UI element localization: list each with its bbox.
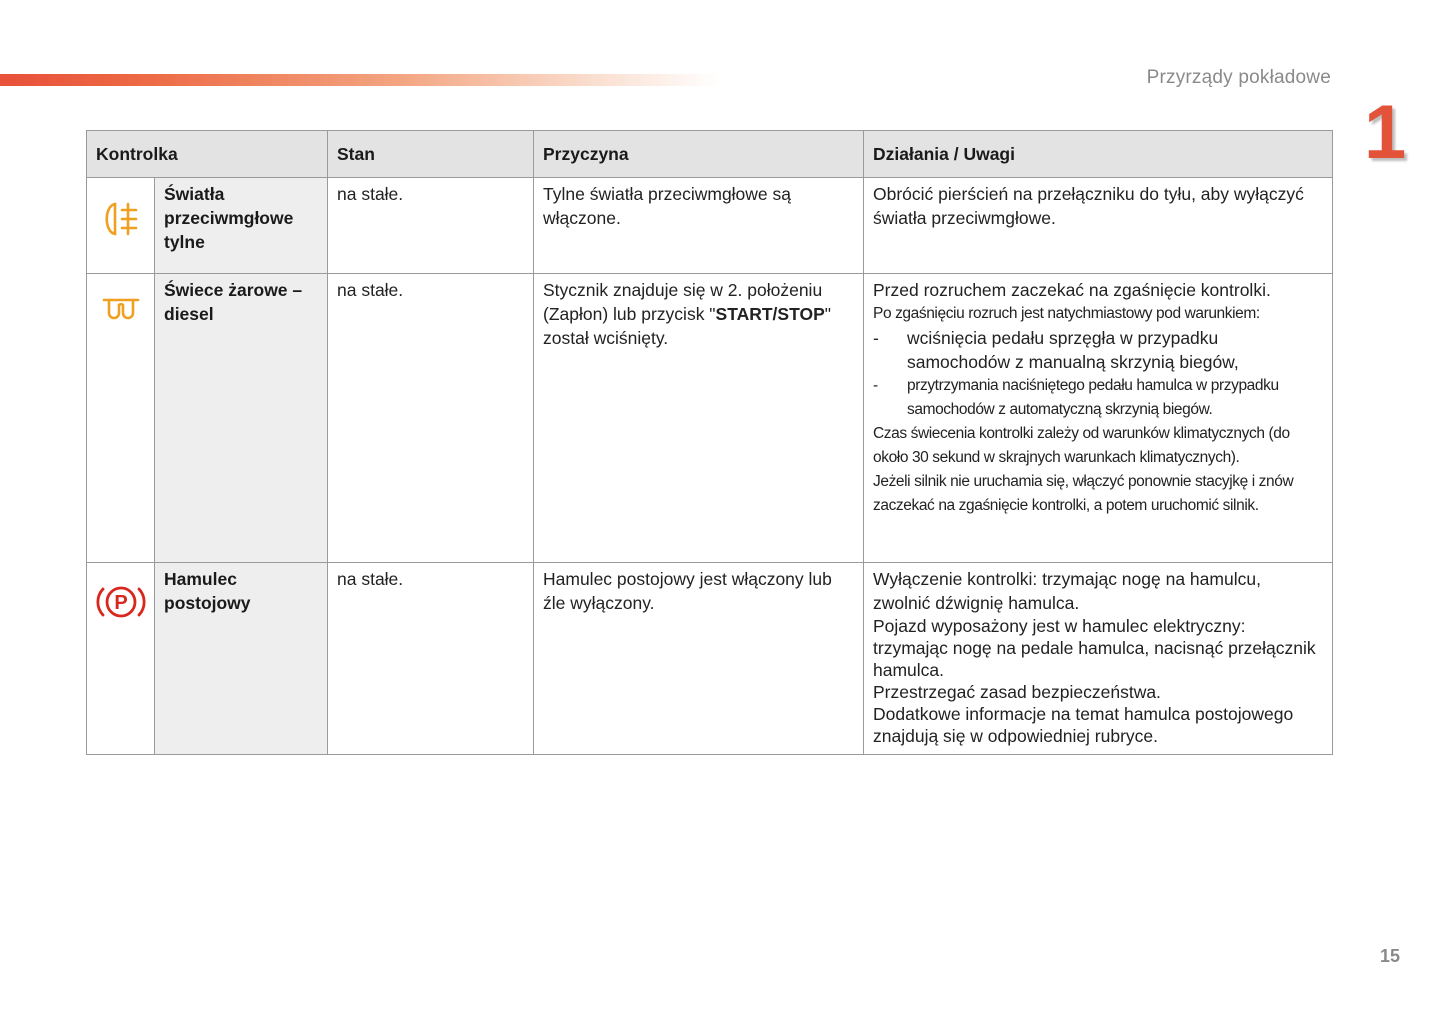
action-intro: Przed rozruchem zaczekać na zgaśnięcie kontrolki.: [873, 280, 1271, 300]
warning-state: na stałe.: [328, 178, 534, 274]
action-text: Pojazd wyposażony jest w hamulec elektryczny: trzymając nogę na pedale hamulca, nacisnąć przełącznik hamulca.: [873, 616, 1316, 680]
table-row: [87, 274, 1333, 563]
icon-cell: [87, 178, 155, 274]
warning-lights-table: [86, 130, 1333, 755]
action-condition: Po zgaśnięciu rozruch jest natychmiastowy pod warunkiem:: [873, 305, 1260, 322]
action-note: Jeżeli silnik nie uruchamia się, włączyć ponownie stacyjkę i znów zaczekać na zgaśnięcie kontrolki, a potem uruchomić silnik.: [873, 473, 1294, 514]
action-text: Dodatkowe informacje na temat hamulca postojowego znajdują się w odpowiedniej rubryce.: [873, 704, 1294, 746]
cause-text: Stycznik znajduje się w 2. położeniu (Zapłon) lub przycisk ": [543, 280, 823, 324]
warning-action: [864, 563, 1333, 755]
column-header-przyczyna: Przyczyna: [534, 131, 864, 178]
header-accent-bar: [0, 74, 720, 86]
icon-cell: [87, 563, 155, 755]
list-dash: -: [873, 377, 878, 394]
list-item: [873, 374, 1323, 422]
warning-name: Hamulec postojowy: [155, 563, 328, 755]
page-number: 15: [1380, 946, 1401, 966]
parking-brake-icon: [95, 581, 147, 623]
action-text: Wyłączenie kontrolki: trzymając nogę na hamulcu, zwolnić dźwignię hamulca.: [873, 569, 1261, 613]
warning-state: na stałe.: [328, 563, 534, 755]
table-row: [87, 563, 1333, 755]
column-header-stan: Stan: [328, 131, 534, 178]
start-stop-label: START/STOP: [715, 304, 825, 324]
warning-cause: Hamulec postojowy jest włączony lub źle wyłączony.: [534, 563, 864, 755]
warning-cause: [534, 274, 864, 563]
list-dash: -: [873, 328, 879, 348]
rear-fog-light-icon: [98, 197, 144, 241]
table-header-row: [87, 131, 1333, 178]
column-header-kontrolka: Kontrolka: [87, 131, 328, 178]
cause-text: " został wciśnięty.: [543, 304, 831, 348]
list-item: [873, 326, 1323, 374]
list-item-text: wciśnięcia pedału sprzęgła w przypadku samochodów z manualną skrzynią biegów,: [907, 328, 1239, 372]
glow-plug-icon: [101, 294, 141, 322]
parking-brake-letter: P: [113, 592, 128, 614]
section-title: Przyrządy pokładowe: [1146, 67, 1331, 88]
table-row: [87, 178, 1333, 274]
icon-cell: [87, 274, 155, 563]
chapter-number: 1: [1364, 90, 1405, 175]
column-header-dzialania: Działania / Uwagi: [864, 131, 1333, 178]
action-text: Przestrzegać zasad bezpieczeństwa.: [873, 682, 1161, 702]
warning-name: Światła przeciwmgłowe tylne: [155, 178, 328, 274]
list-item-text: przytrzymania naciśniętego pedału hamulca w przypadku samochodów z automatyczną skrzynią biegów.: [907, 377, 1279, 418]
warning-action: Obrócić pierścień na przełączniku do tyłu, aby wyłączyć światła przeciwmgłowe.: [864, 178, 1333, 274]
warning-name: Świece żarowe – diesel: [155, 274, 328, 563]
warning-cause: Tylne światła przeciwmgłowe są włączone.: [534, 178, 864, 274]
warning-state: na stałe.: [328, 274, 534, 563]
action-note: Czas świecenia kontrolki zależy od warunków klimatycznych (do około 30 sekund w skrajnych warunkach klimatycznych).: [873, 425, 1290, 466]
warning-action: [864, 274, 1333, 563]
